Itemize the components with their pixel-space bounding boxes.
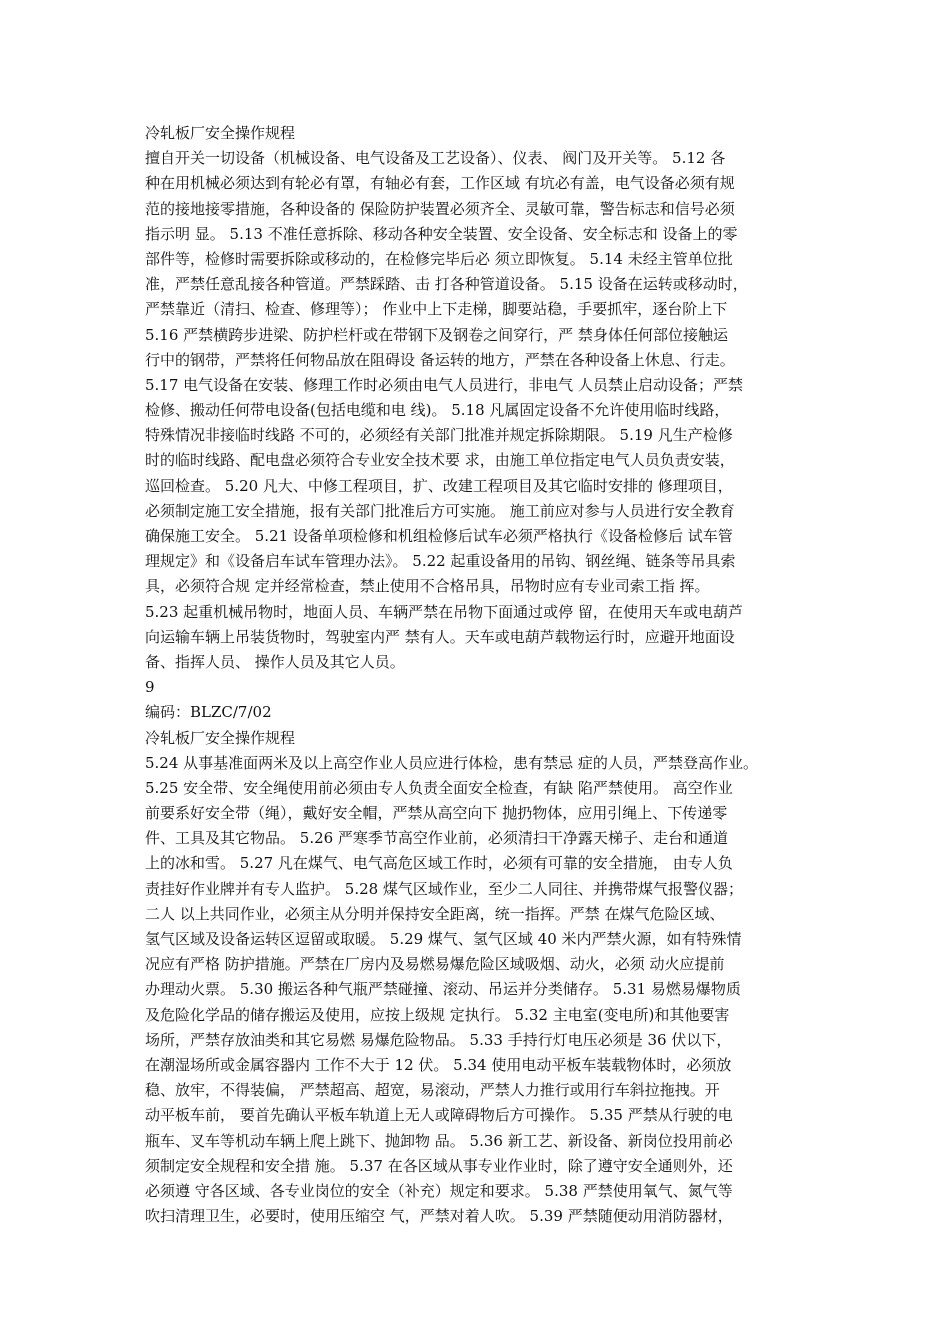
text-line: 须制定安全规程和安全措 施。 5.37 在各区域从事专业作业时，除了遵守安全通则外，还 <box>145 1156 733 1175</box>
text-line: 种在用机械必须达到有轮必有罩，有轴必有套，工作区域 有坑必有盖，电气设备必须有规 <box>145 174 735 193</box>
section-2-title: 冷轧板厂安全操作规程 <box>145 728 296 747</box>
text-line: 5.23 起重机械吊物时，地面人员、车辆严禁在吊物下面通过或停 留，在使用天车或电葫芦 <box>145 602 743 621</box>
section-1-title: 冷轧板厂安全操作规程 <box>145 124 296 142</box>
text-line: 二人 以上共同作业，必须主从分明并保持安全距离，统一指挥。严禁 在煤气危险区域、 <box>145 904 725 923</box>
text-line: 检修、搬动任何带电设备(包括电缆和电 线)。 5.18 凡属固定设备不允许使用临时线路， <box>145 401 730 420</box>
text-line: 5.24 从事基准面两米及以上高空作业人员应进行体检，患有禁忌 症的人员，严禁登高作业。 <box>145 753 758 772</box>
text-line: 严禁靠近（清扫、检查、修理等）； 作业中上下走梯，脚要站稳，手要抓牢，逐台阶上下 <box>145 300 728 319</box>
text-line: 时的临时线路、配电盘必须符合专业安全技术要 求，由施工单位指定电气人员负责安装， <box>145 451 735 470</box>
section-1-text <box>145 146 813 675</box>
text-line: 上的冰和雪。 5.27 凡在煤气、电气高危区域工作时，必须有可靠的安全措施， 由专人负 <box>145 854 733 873</box>
text-line: 氢气区域及设备运转区逗留或取暖。 5.29 煤气、氢气区域 40 米内严禁火源，如有特殊情 <box>145 930 742 948</box>
text-line: 5.25 安全带、安全绳使用前必须由专人负责全面安全检查，有缺 陷严禁使用。 高空作业 <box>145 778 733 797</box>
text-line: 备、指挥人员、 操作人员及其它人员。 <box>145 652 405 671</box>
text-line: 确保施工安全。 5.21 设备单项检修和机组检修后试车必须严格执行《设备检修后 试车管 <box>145 527 733 545</box>
text-line: 5.16 严禁横跨步进梁、防护栏杆或在带钢下及钢卷之间穿行，严 禁身体任何部位接触运 <box>145 325 728 344</box>
text-line: 理规定》和《设备启车试车管理办法》。 5.22 起重设备用的吊钩、钢丝绳、链条等吊具索 <box>145 552 736 571</box>
text-line: 在潮湿场所或金属容器内 工作不大于 12 伏。 5.34 使用电动平板车装载物体时，必须放 <box>145 1055 732 1074</box>
text-line: 前要系好安全带（绳），戴好安全帽，严禁从高空向下 抛扔物体，应用引绳上、下传递零 <box>145 804 728 823</box>
text-line: 动平板车前， 要首先确认平板车轨道上无人或障碍物后方可操作。 5.35 严禁从行驶的电 <box>145 1106 733 1125</box>
text-line: 部件等，检修时需要拆除或移动的，在检修完毕后必 须立即恢复。 5.14 未经主管单位批 <box>145 249 733 268</box>
text-line: 瓶车、叉车等机动车辆上爬上跳下、抛卸物 品。 5.36 新工艺、新设备、新岗位投用前必 <box>145 1131 733 1150</box>
section-2-text <box>145 751 813 1230</box>
text-line: 办理动火票。 5.30 搬运各种气瓶严禁碰撞、滚动、吊运并分类储存。 5.31 易燃易爆物质 <box>145 980 741 999</box>
text-line: 擅自开关一切设备（机械设备、电气设备及工艺设备）、仪表、 阀门及开关等。 5.12 各 <box>145 149 726 168</box>
text-line: 行中的钢带，严禁将任何物品放在阻碍设 备运转的地方，严禁在各种设备上休息、行走。 <box>145 350 735 369</box>
text-line: 准，严禁任意乱接各种管道。严禁踩踏、击 打各种管道设备。 5.15 设备在运转或移动时， <box>145 275 748 294</box>
text-line: 巡回检查。 5.20 凡大、中修工程项目，扩、改建工程项目及其它临时安排的 修理项目， <box>145 476 733 495</box>
text-line: 具，必须符合规 定并经常检查，禁止使用不合格吊具，吊物时应有专业司索工指 挥。 <box>145 577 710 596</box>
page-number: 9 <box>145 678 155 697</box>
text-line: 指示明 显。 5.13 不准任意拆除、移动各种安全装置、安全设备、安全标志和 设备上的零 <box>145 224 738 243</box>
text-line: 况应有严格 防护措施。严禁在厂房内及易燃易爆危险区域吸烟、动火，必须 动火应提前 <box>145 955 725 974</box>
text-line: 5.17 电气设备在安装、修理工作时必须由电气人员进行，非电气 人员禁止启动设备；严禁 <box>145 375 743 394</box>
text-line: 必须制定施工安全措施，报有关部门批准后方可实施。 施工前应对参与人员进行安全教育 <box>145 501 735 520</box>
text-line: 场所，严禁存放油类和其它易燃 易爆危险物品。 5.33 手持行灯电压必须是 36 伏以下， <box>145 1030 732 1049</box>
text-line: 范的接地接零措施，各种设备的 保险防护装置必须齐全、灵敏可靠，警告标志和信号必须 <box>145 199 735 218</box>
text-line: 吹扫清理卫生，必要时，使用压缩空 气，严禁对着人吹。 5.39 严禁随便动用消防器材， <box>145 1207 733 1226</box>
text-line: 必须遵 守各区域、各专业岗位的安全（补充）规定和要求。 5.38 严禁使用氧气、氮气等 <box>145 1181 733 1200</box>
text-line: 责挂好作业牌并有专人监护。 5.28 煤气区域作业，至少二人同往、并携带煤气报警仪器； <box>145 879 743 898</box>
text-line: 及危险化学品的储存搬运及使用，应按上级规 定执行。 5.32 主电室(变电所)和其他要害 <box>145 1005 730 1024</box>
text-line: 特殊情况非接临时线路 不可的，必须经有关部门批准并规定拆除期限。 5.19 凡生产检修 <box>145 426 733 445</box>
text-line: 件、工具及其它物品。 5.26 严寒季节高空作业前，必须清扫干净露天梯子、走台和通道 <box>145 829 728 848</box>
text-line: 稳、放牢，不得装偏， 严禁超高、超宽，易滚动，严禁人力推行或用行车斜拉拖拽。开 <box>145 1081 720 1100</box>
document-code: 编码：BLZC/7/02 <box>145 703 272 722</box>
document-body <box>145 121 813 1229</box>
text-line: 向运输车辆上吊装货物时，驾驶室内严 禁有人。天车或电葫芦载物运行时，应避开地面设 <box>145 627 735 646</box>
